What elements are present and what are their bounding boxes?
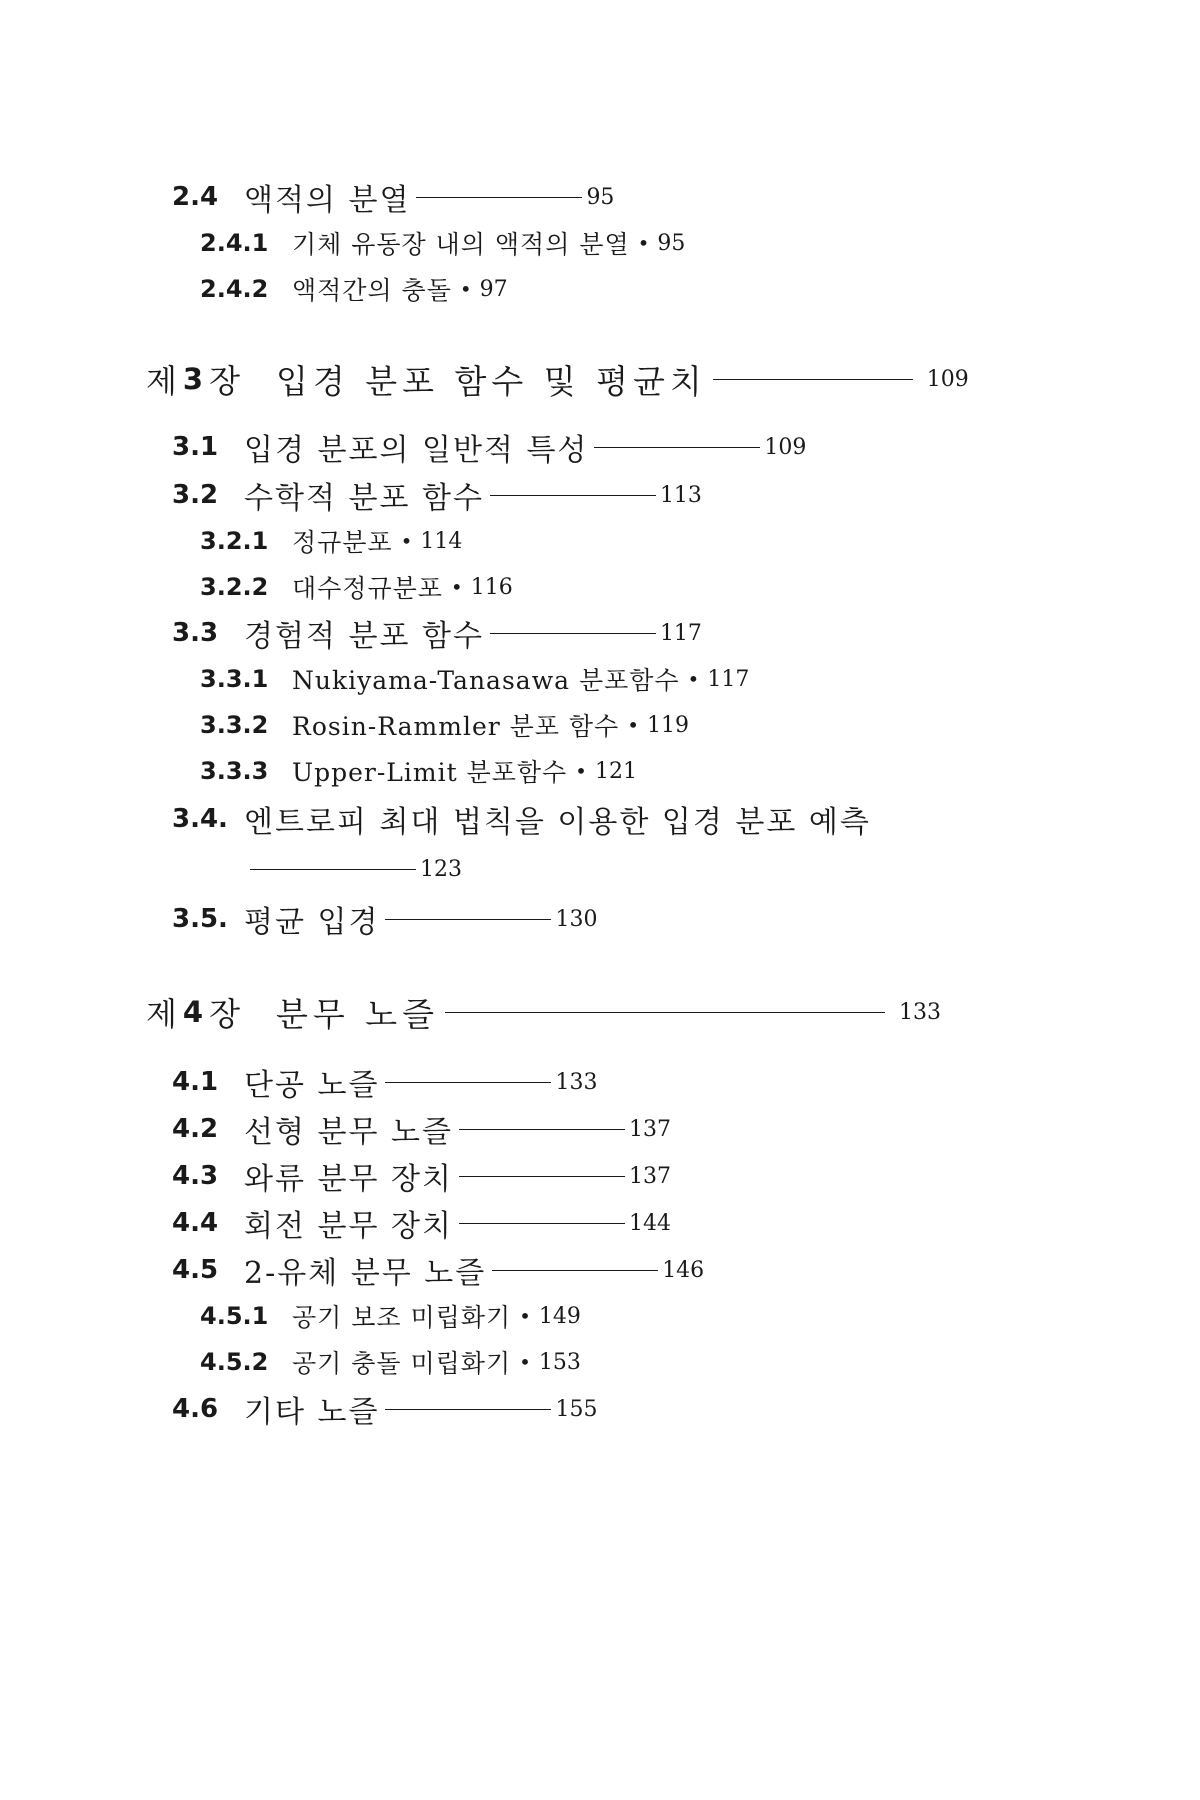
chapter-number: 4: [182, 995, 204, 1029]
section-number: 4.2: [172, 1114, 219, 1144]
subsection-title: 정규분포: [292, 528, 393, 557]
section-number: 3.5.: [172, 904, 228, 934]
subsection-number: 2.4.2: [200, 275, 269, 303]
page-number: 121: [594, 758, 637, 784]
page-number: 97: [479, 276, 508, 302]
section-number: 4.1: [172, 1067, 219, 1097]
toc-entry-2-4-1: [200, 223, 685, 263]
page-number: 137: [628, 1116, 671, 1142]
page-number: 117: [659, 620, 702, 646]
page-number: 116: [470, 574, 513, 600]
subsection-number: 4.5.2: [200, 1348, 269, 1376]
section-number: 4.4: [172, 1208, 219, 1238]
page-number: 95: [586, 184, 615, 210]
subsection-number: 2.4.1: [200, 229, 269, 257]
leader-line: [492, 1270, 658, 1271]
subsection-number: 3.2.1: [200, 527, 269, 555]
chapter-suffix: 장: [209, 995, 241, 1033]
bullet-separator: •: [687, 667, 700, 691]
section-number: 2.4: [172, 182, 219, 212]
subsection-title: 공기 보조 미립화기: [292, 1303, 512, 1332]
section-number: 3.3: [172, 618, 219, 648]
toc-entry-4-1: [172, 1062, 597, 1102]
page-number: 149: [538, 1303, 581, 1329]
leader-line: [459, 1129, 625, 1130]
chapter-number: 3: [182, 362, 204, 396]
leader-line: [416, 197, 582, 198]
section-title: 수학적 분포 함수: [244, 481, 484, 516]
section-title: 평균 입경: [244, 905, 380, 940]
toc-entry-3-2-1: [200, 521, 462, 561]
section-number: 3.1: [172, 432, 219, 462]
leader-line: [594, 447, 760, 448]
toc-entry-4-2: [172, 1109, 671, 1149]
leader-line: [490, 495, 656, 496]
toc-entry-4-5-1: [200, 1296, 581, 1336]
toc-entry-2-4: [172, 177, 614, 217]
page-number: 133: [555, 1069, 598, 1095]
toc-entry-2-4-2: [200, 269, 508, 309]
section-number: 4.6: [172, 1394, 219, 1424]
toc-entry-4-3: [172, 1156, 671, 1196]
subsection-title: Nukiyama-Tanasawa 분포함수: [292, 666, 680, 695]
toc-entry-3-2-2: [200, 567, 513, 607]
page-number: 153: [538, 1349, 581, 1375]
toc-entry-3-5: [172, 899, 597, 939]
toc-entry-4-6: [172, 1389, 597, 1429]
toc-entry-3-4: [172, 799, 871, 839]
page-number: 119: [647, 712, 689, 738]
subsection-number: 3.3.1: [200, 665, 269, 693]
bullet-separator: •: [400, 529, 413, 553]
section-title: 액적의 분열: [244, 183, 411, 218]
leader-line: [250, 869, 416, 870]
page-number: 155: [555, 1396, 598, 1422]
chapter-suffix: 장: [209, 362, 241, 400]
bullet-separator: •: [637, 231, 650, 255]
leader-line: [459, 1223, 625, 1224]
subsection-title: 액적간의 충돌: [292, 276, 452, 305]
page-number: 137: [628, 1163, 671, 1189]
bullet-separator: •: [519, 1304, 531, 1328]
toc-entry-3-3: [172, 613, 702, 653]
toc-entry-3-3-3: [200, 751, 637, 791]
section-number: 3.2: [172, 480, 219, 510]
toc-entry-3-3-2: [200, 705, 689, 745]
section-title: 입경 분포의 일반적 특성: [244, 433, 589, 468]
toc-entry-4-5-2: [200, 1342, 581, 1382]
leader-line: [490, 633, 656, 634]
page-number: 117: [707, 666, 750, 692]
bullet-separator: •: [459, 277, 472, 301]
section-title: 엔트로피 최대 법칙을 이용한 입경 분포 예측: [244, 805, 871, 840]
page-number: 144: [628, 1210, 671, 1236]
page-number: 130: [555, 906, 598, 932]
leader-line: [713, 379, 913, 380]
chapter-prefix: 제: [146, 362, 177, 400]
subsection-title: 기체 유동장 내의 액적의 분열: [292, 230, 630, 259]
page-number: 113: [659, 482, 702, 508]
toc-entry-4-5: [172, 1250, 704, 1290]
subsection-title: Rosin-Rammler 분포 함수: [292, 712, 620, 741]
section-title: 경험적 분포 함수: [244, 619, 484, 654]
leader-line: [459, 1176, 625, 1177]
subsection-number: 4.5.1: [200, 1302, 269, 1330]
bullet-separator: •: [450, 575, 463, 599]
leader-line: [385, 1082, 551, 1083]
section-title: 기타 노즐: [244, 1395, 380, 1430]
toc-entry-3-2: [172, 475, 702, 515]
toc-entry-3-4-continuation: [250, 849, 462, 889]
section-title: 선형 분무 노즐: [244, 1115, 453, 1150]
subsection-title: Upper-Limit 분포함수: [292, 758, 568, 787]
subsection-number: 3.3.3: [200, 757, 269, 785]
toc-chapter-4: [146, 992, 941, 1032]
bullet-separator: •: [627, 713, 639, 737]
section-title: 와류 분무 장치: [244, 1162, 453, 1197]
leader-line: [385, 1409, 551, 1410]
toc-entry-4-4: [172, 1203, 671, 1243]
page-number: 114: [420, 528, 463, 554]
subsection-number: 3.2.2: [200, 573, 269, 601]
chapter-prefix: 제: [146, 995, 177, 1033]
bullet-separator: •: [575, 759, 587, 783]
section-title: 회전 분무 장치: [244, 1209, 453, 1244]
section-title: 단공 노즐: [244, 1068, 380, 1103]
page-number: 133: [899, 999, 942, 1025]
section-number: 4.5: [172, 1255, 219, 1285]
section-number: 4.3: [172, 1161, 219, 1191]
subsection-number: 3.3.2: [200, 711, 269, 739]
leader-line: [385, 919, 551, 920]
page-number: 146: [662, 1257, 705, 1283]
section-number: 3.4.: [172, 804, 228, 834]
toc-chapter-3: [146, 359, 969, 399]
toc-entry-3-3-1: [200, 659, 749, 699]
bullet-separator: •: [519, 1350, 531, 1374]
chapter-title: 입경 분포 함수 및 평균치: [276, 361, 707, 401]
page-number: 123: [420, 856, 462, 882]
leader-line: [445, 1012, 885, 1013]
section-title: 2-유체 분무 노즐: [244, 1256, 487, 1291]
page-number: 109: [926, 366, 969, 392]
subsection-title: 대수정규분포: [292, 574, 443, 603]
chapter-title: 분무 노즐: [276, 994, 440, 1034]
toc-entry-3-1: [172, 427, 806, 467]
page-number: 109: [764, 434, 807, 460]
page-number: 95: [657, 230, 686, 256]
subsection-title: 공기 충돌 미립화기: [292, 1349, 512, 1378]
